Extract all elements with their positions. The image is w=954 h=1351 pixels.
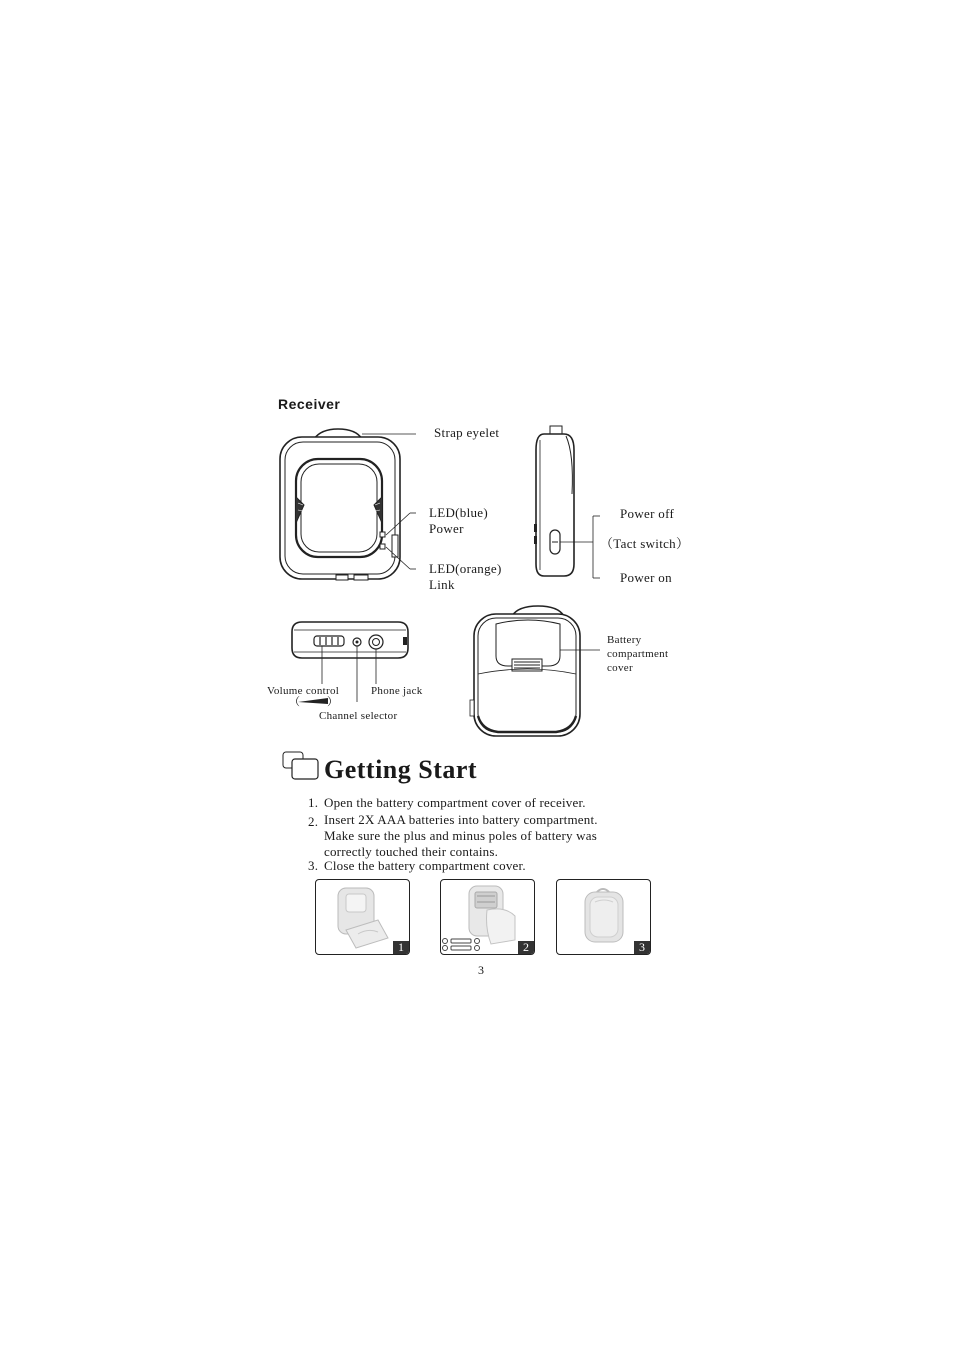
section-title: Receiver	[278, 396, 341, 412]
strap-eyelet-label: Strap eyelet	[434, 425, 500, 440]
photo-2-number: 2	[518, 941, 534, 954]
power-off-label: Power off	[620, 506, 675, 521]
getting-start-title: Getting Start	[324, 755, 478, 784]
volume-wedge-icon	[298, 697, 328, 705]
compartment-label: compartment	[607, 648, 669, 660]
step-3-number: 3.	[308, 858, 319, 873]
step-photo-1	[315, 879, 410, 955]
led-orange-label: LED(orange)	[429, 561, 502, 576]
step-2-line-2: Make sure the plus and minus poles of battery was	[324, 828, 597, 843]
step-2-line-3: correctly touched their contains.	[324, 844, 499, 859]
power-on-label: Power on	[620, 570, 672, 585]
cover-label: cover	[607, 662, 633, 674]
heading-squares-icon	[282, 751, 322, 781]
photo-3-number: 3	[634, 941, 650, 954]
tact-switch-label: （Tact switch）	[600, 536, 690, 551]
step-2-line-1: Insert 2X AAA batteries into battery compartment.	[324, 812, 598, 827]
page-number: 3	[478, 963, 484, 977]
steps-list	[308, 795, 668, 875]
link-label: Link	[429, 577, 455, 592]
receiver-side-illustration	[530, 424, 600, 582]
step-photo-2	[440, 879, 535, 955]
receiver-front-illustration	[276, 425, 416, 585]
step-2-number: 2.	[308, 814, 319, 829]
channel-selector-label: Channel selector	[319, 710, 398, 722]
step-1-line-1: Open the battery compartment cover of receiver.	[324, 795, 586, 810]
photo-1-number: 1	[393, 941, 409, 954]
volume-paren-close: ）	[327, 696, 339, 708]
phone-jack-label: Phone jack	[371, 685, 423, 697]
step-1-number: 1.	[308, 795, 319, 810]
volume-control-label: Volume control	[267, 685, 340, 697]
power-label: Power	[429, 521, 464, 536]
battery-label: Battery	[607, 634, 642, 646]
step-photo-3	[556, 879, 651, 955]
step-3-line-1: Close the battery compartment cover.	[324, 858, 526, 873]
volume-paren-open: （	[289, 696, 301, 708]
receiver-back-illustration	[468, 604, 613, 739]
led-blue-label: LED(blue)	[429, 505, 489, 520]
